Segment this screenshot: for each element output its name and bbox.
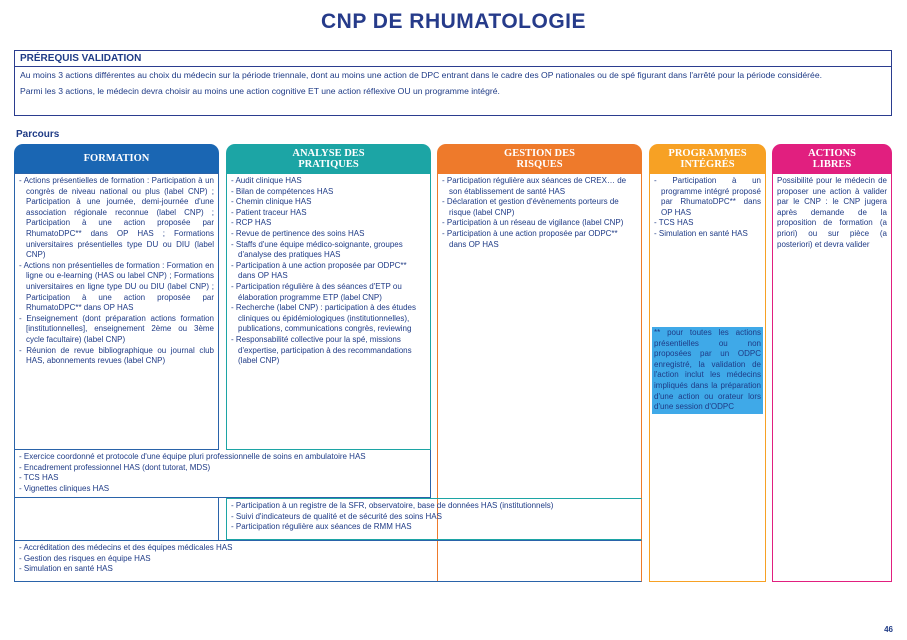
list-item: - Participation régulière à des séances d'ETP ou élaboration programme ETP (label CNP) [231,282,426,303]
list-item: - Participation à un réseau de vigilance (label CNP) [442,218,637,229]
list-item: - Participation à un registre de la SFR, observatoire, base de données HAS (institutionnels) [231,501,637,512]
list-item: - Simulation en santé HAS [654,229,761,240]
list-item: - Audit clinique HAS [231,176,426,187]
prereq-paragraph-2: Parmi les 3 actions, le médecin devra choisir au moins une action cognitive ET une action réflexive OU un programme intégré. [20,86,500,96]
libres-column [772,173,892,582]
programmes-column [649,173,766,582]
analyse-header: ANALYSE DES PRATIQUES [226,144,431,173]
list-item: - TCS HAS [654,218,761,229]
list-item: - Staffs d'une équipe médico-soignante, groupes d'analyse des pratiques HAS [231,240,426,261]
list-item: - Revue de pertinence des soins HAS [231,229,426,240]
odpc-footnote: ** pour toutes les actions présentielles ou non proposées par un ODPC enregistré, la validation de l'action inclut les médecins impliqués dans la préparation d'une action ou orateur lors d'une session d'ODPC [652,327,763,414]
list-item: - Recherche (label CNP) : participation à des études cliniques ou épidémiologiques (institutionnelles), publications, communications congrès, reviewing [231,303,426,335]
parcours-label: Parcours [16,129,60,140]
list-item: - Encadrement professionnel HAS (dont tutorat, MDS) [19,463,426,474]
shared-row-2 [226,498,642,540]
list-item: - Déclaration et gestion d'évènements porteurs de risque (label CNP) [442,197,637,218]
shared-row-3 [14,540,642,582]
list-item: - TCS HAS [19,473,426,484]
list-item: - Participation régulière aux séances de RMM HAS [231,522,637,533]
list-item: - Chemin clinique HAS [231,197,426,208]
shared-row-1 [14,450,431,498]
prereq-paragraph-1: Au moins 3 actions différentes au choix du médecin sur la période triennale, dont au moins une action de DPC entrant dans le cadre des OP nationales ou de spé figurant dans l'arrêté pour la période considérée. [20,70,822,80]
list-item: - Simulation en santé HAS [19,564,637,575]
list-item: - Actions présentielles de formation : Participation à un congrès de niveau national ou plus (label CNP) ; Participation à une journée, demi-journée d'une association régionale reconnue (label CNP) ; Participation à une action proposée par RhumatoDPC** dans OP HAS ; Formations universitaires présentielles type DU ou DIU (label CNP) [19,176,214,261]
list-item: - Bilan de compétences HAS [231,187,426,198]
risques-list [438,174,641,250]
risques-header: GESTION DES RISQUES [437,144,642,173]
page-title: CNP DE RHUMATOLOGIE [320,10,587,33]
page-number: 46 [884,625,893,634]
analyse-column [226,173,431,450]
formation-column [14,173,219,450]
list-item: - Réunion de revue bibliographique ou journal club HAS, abonnements revues (label CNP) [19,346,214,367]
libres-text: Possibilité pour le médecin de proposer une action à valider par le CNP : le CNP jugera après demande de la proposition de formation (a priori) ou sur pièce (a posteriori) et devra valider [777,176,887,249]
shared-row-2-spacer [14,498,219,540]
list-item: - Participation régulière aux séances de CREX… de son établissement de santé HAS [442,176,637,197]
programmes-list [650,174,765,240]
list-item: - Vignettes cliniques HAS [19,484,426,495]
list-item: - Exercice coordonné et protocole d'une équipe pluri professionnelle de soins en ambulatoire HAS [19,452,426,463]
programmes-header: PROGRAMMES INTÉGRÉS [649,144,766,173]
list-item: - Enseignement (dont préparation actions formation [institutionnelles], enseignement 2ème ou 3ème cycle facultaire) (label CNP) [19,314,214,346]
analyse-list [227,174,430,367]
list-item: - Responsabilité collective pour la spé, missions d'expertise, participation à des recommandations (label CNP) [231,335,426,367]
list-item: - Actions non présentielles de formation : Formation en ligne ou e-learning (HAS ou label CNP) ; Formations universitaires en ligne type DU ou DIU (label CNP) ; Participation à une action proposée par RhumatoDPC** dans OP HAS [19,261,214,314]
prereq-heading: PRÉREQUIS VALIDATION [15,51,891,67]
shared-row-3-list [15,541,641,577]
list-item: - Participation à une action proposée par ODPC** dans OP HAS [231,261,426,282]
shared-row-1-list [15,450,430,496]
list-item: - Suivi d'indicateurs de qualité et de sécurité des soins HAS [231,512,637,523]
shared-row-2-list [227,499,641,535]
list-item: - Participation à un programme intégré proposé par RhumatoDPC** dans OP HAS [654,176,761,218]
list-item: - Participation à une action proposée par ODPC** dans OP HAS [442,229,637,250]
formation-header: FORMATION [14,144,219,173]
formation-list [15,174,218,367]
list-item: - RCP HAS [231,218,426,229]
libres-header: ACTIONS LIBRES [772,144,892,173]
list-item: - Accréditation des médecins et des équipes médicales HAS [19,543,637,554]
prereq-box [14,50,892,116]
list-item: - Patient traceur HAS [231,208,426,219]
list-item: - Gestion des risques en équipe HAS [19,554,637,565]
